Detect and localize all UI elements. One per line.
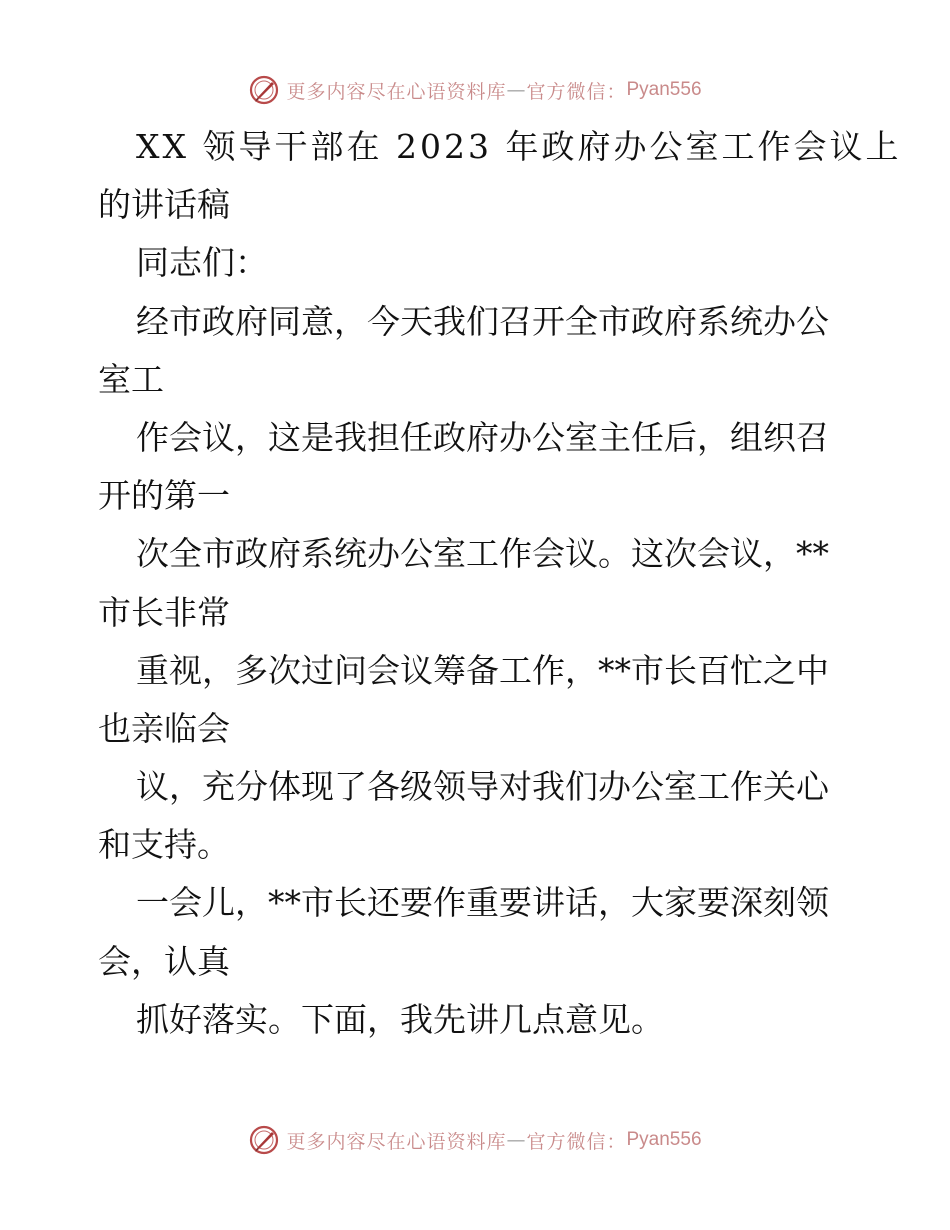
paragraph-line: 室工 — [98, 359, 164, 399]
watermark-separator: — — [506, 1129, 527, 1151]
paragraph-line: 次全市政府系统办公室工作会议。这次会议，** — [136, 534, 829, 574]
paragraph-line: 经市政府同意，今天我们召开全市政府系统办公 — [136, 301, 829, 341]
watermark-separator: — — [506, 79, 527, 101]
watermark-site-text: 更多内容尽在心语资料库 — [286, 1130, 507, 1153]
quill-circle-logo-icon — [248, 1124, 280, 1156]
paragraph-line: 作会议，这是我担任政府办公室主任后，组织召 — [136, 417, 829, 457]
paragraph-line: 重视，多次过问会议筹备工作，**市长百忙之中 — [136, 650, 829, 690]
watermark-official-label: 官方微信： — [526, 80, 627, 103]
document-body — [98, 118, 902, 1049]
watermark-wechat-id: Pyan556 — [626, 1129, 702, 1150]
watermark-wechat-id: Pyan556 — [626, 79, 702, 100]
quill-circle-logo-icon — [248, 74, 280, 106]
header-watermark — [0, 70, 950, 110]
paragraph-line: 会，认真 — [98, 941, 230, 981]
watermark-site-text: 更多内容尽在心语资料库 — [286, 80, 507, 103]
salutation: 同志们： — [136, 243, 268, 283]
footer-watermark — [0, 1120, 950, 1160]
paragraph-line: 一会儿，**市长还要作重要讲话，大家要深刻领 — [136, 883, 829, 923]
paragraph-line: 市长非常 — [98, 592, 230, 632]
paragraph-line: 抓好落实。下面，我先讲几点意见。 — [136, 999, 664, 1039]
paragraph-line: 也亲临会 — [98, 708, 230, 748]
paragraph-line: 开的第一 — [98, 476, 230, 516]
paragraph-line: 和支持。 — [98, 825, 230, 865]
watermark-official-label: 官方微信： — [526, 1130, 627, 1153]
paragraph-line: 议，充分体现了各级领导对我们办公室工作关心 — [136, 767, 829, 807]
document-title-line-1: XX 领导干部在 2023 年政府办公室工作会议上 — [136, 127, 902, 166]
document-title-line-2: 的讲话稿 — [98, 185, 230, 225]
